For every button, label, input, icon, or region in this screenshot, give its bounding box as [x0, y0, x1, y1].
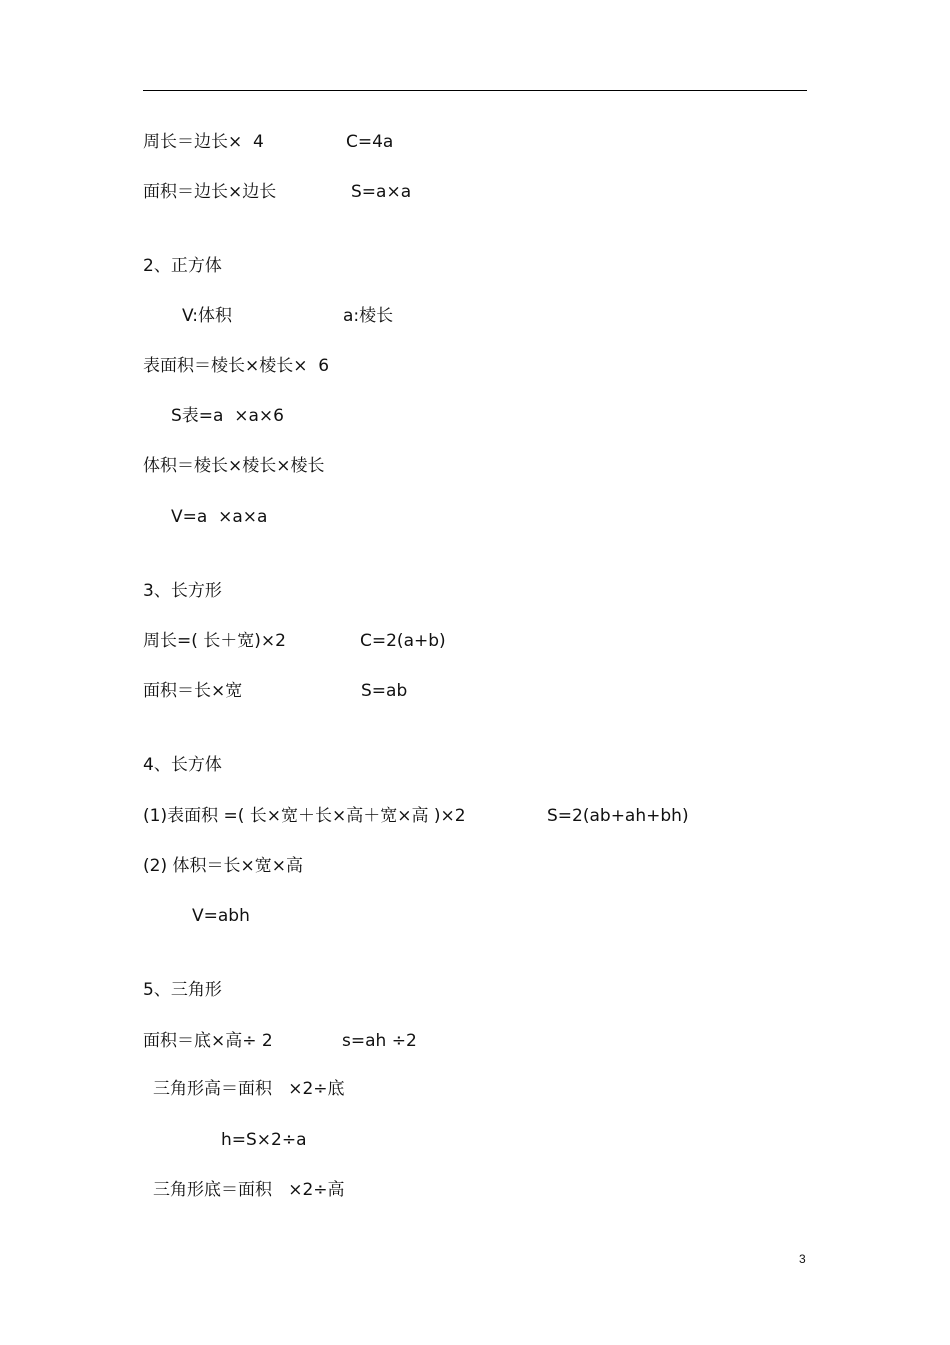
cube-legend-a: a:棱长 — [343, 306, 394, 326]
cuboid-volume-formula: V=abh — [192, 906, 250, 926]
square-area-formula: S=a×a — [351, 182, 412, 202]
triangle-area-text: 面积＝底×高÷ 2 — [143, 1031, 273, 1051]
cuboid-volume-text: (2) 体积＝长×宽×高 — [143, 856, 303, 876]
square-perimeter-formula: C=4a — [346, 132, 394, 152]
triangle-heading: 5、三角形 — [143, 980, 222, 1000]
cuboid-surface-formula: S=2(ab+ah+bh) — [547, 806, 689, 826]
header-rule — [143, 90, 807, 91]
rectangle-area-formula: S=ab — [361, 681, 408, 701]
cube-volume-formula: V=a ×a×a — [171, 507, 268, 527]
triangle-height-formula: h=S×2÷a — [221, 1130, 307, 1150]
cuboid-surface-text: (1)表面积 =( 长×宽＋长×高＋宽×高 )×2 — [143, 806, 466, 826]
page-number: 3 — [799, 1252, 806, 1266]
triangle-height-text: 三角形高＝面积 ×2÷底 — [153, 1079, 345, 1099]
cuboid-heading: 4、长方体 — [143, 755, 222, 775]
square-perimeter-text: 周长＝边长× 4 — [143, 132, 264, 152]
rectangle-area-text: 面积＝长×宽 — [143, 681, 243, 701]
cube-heading: 2、正方体 — [143, 256, 222, 276]
rectangle-perimeter-formula: C=2(a+b) — [360, 631, 446, 651]
triangle-base-text: 三角形底＝面积 ×2÷高 — [153, 1180, 345, 1200]
cube-surface-text: 表面积＝棱长×棱长× 6 — [143, 356, 330, 376]
rectangle-heading: 3、长方形 — [143, 581, 222, 601]
cube-volume-text: 体积＝棱长×棱长×棱长 — [143, 456, 325, 476]
triangle-area-formula: s=ah ÷2 — [342, 1031, 417, 1051]
square-area-text: 面积＝边长×边长 — [143, 182, 277, 202]
cube-legend-v: V:体积 — [182, 306, 232, 326]
rectangle-perimeter-text: 周长=( 长＋宽)×2 — [143, 631, 286, 651]
cube-surface-formula: S表=a ×a×6 — [171, 406, 284, 426]
